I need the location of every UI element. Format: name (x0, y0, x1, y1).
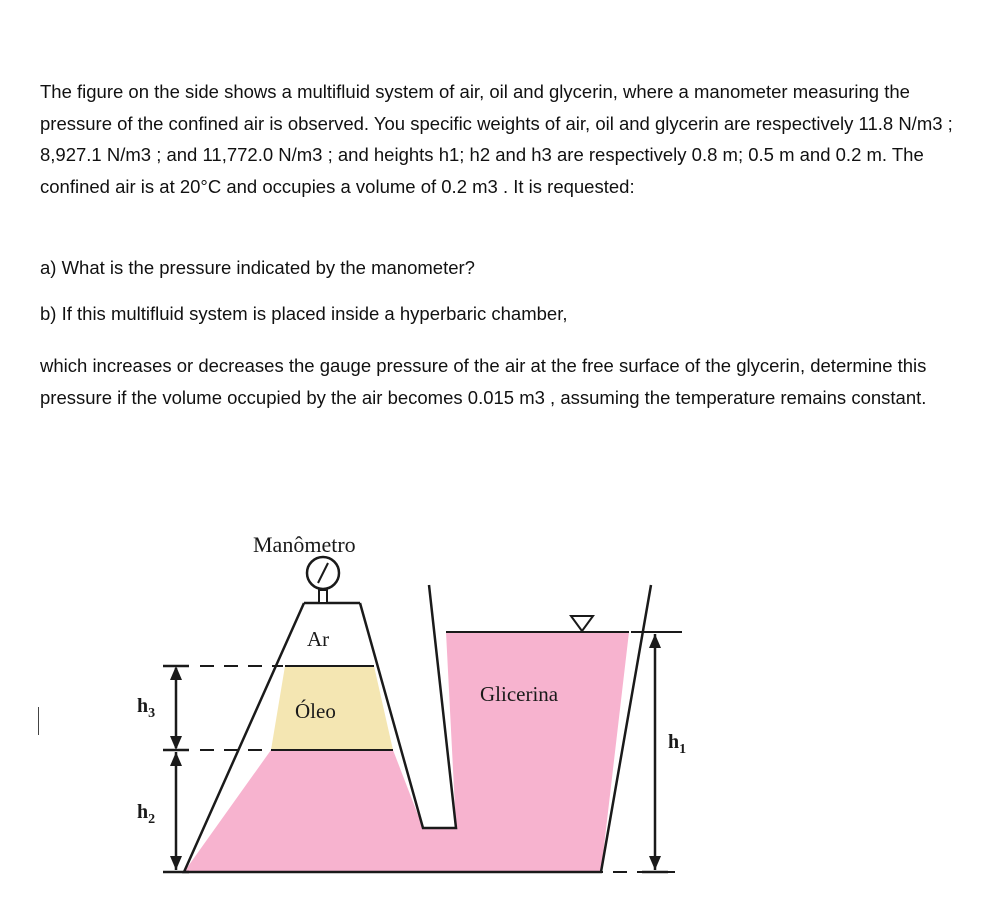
problem-statement: The figure on the side shows a multifluid system of air, oil and glycerin, where a manometer measuring the pressure of the confined air is observed. You specific weights of air, oil and glycerin are respectively 11.8 N/m3 ; 8,927.1 N/m3 ; and 11,772.0 N/m3 ; and heights h1; h2 and h3 are respectively 0.8 m; 0.5 m and 0.2 m. The confined air is at 20°C and occupies a volume of 0.2 m3 . It is requested: (40, 81, 953, 197)
question-b-continuation: which increases or decreases the gauge pressure of the air at the free surface of the glycerin, determine this pressure if the volume occupied by the air becomes 0.015 m3 , assuming the temperature remains constant. (40, 355, 927, 408)
air-label: Ar (307, 627, 330, 651)
manometer-label: Manômetro (253, 532, 356, 557)
oil-label: Óleo (295, 699, 336, 723)
h2-dimension-arrow (163, 750, 189, 872)
glycerin-label: Glicerina (480, 682, 559, 706)
free-surface-triangle-icon (571, 616, 593, 631)
manometer-stem (319, 590, 327, 603)
question-a: a) What is the pressure indicated by the manometer? (40, 257, 475, 278)
svg-text:h3: $h_3$ (137, 695, 156, 721)
question-b: b) If this multifluid system is placed inside a hyperbaric chamber, (40, 303, 568, 324)
h3-dimension-arrow (163, 666, 189, 750)
h1-label (668, 731, 686, 757)
h1-dimension-arrow (642, 634, 668, 872)
air-fill (285, 603, 374, 666)
glycerin-fill (184, 632, 629, 872)
svg-text:h2: $h_2$ (137, 801, 156, 827)
h3-label (137, 695, 155, 721)
svg-text:h1: $h_1$ (668, 731, 687, 757)
h2-label (137, 801, 155, 827)
